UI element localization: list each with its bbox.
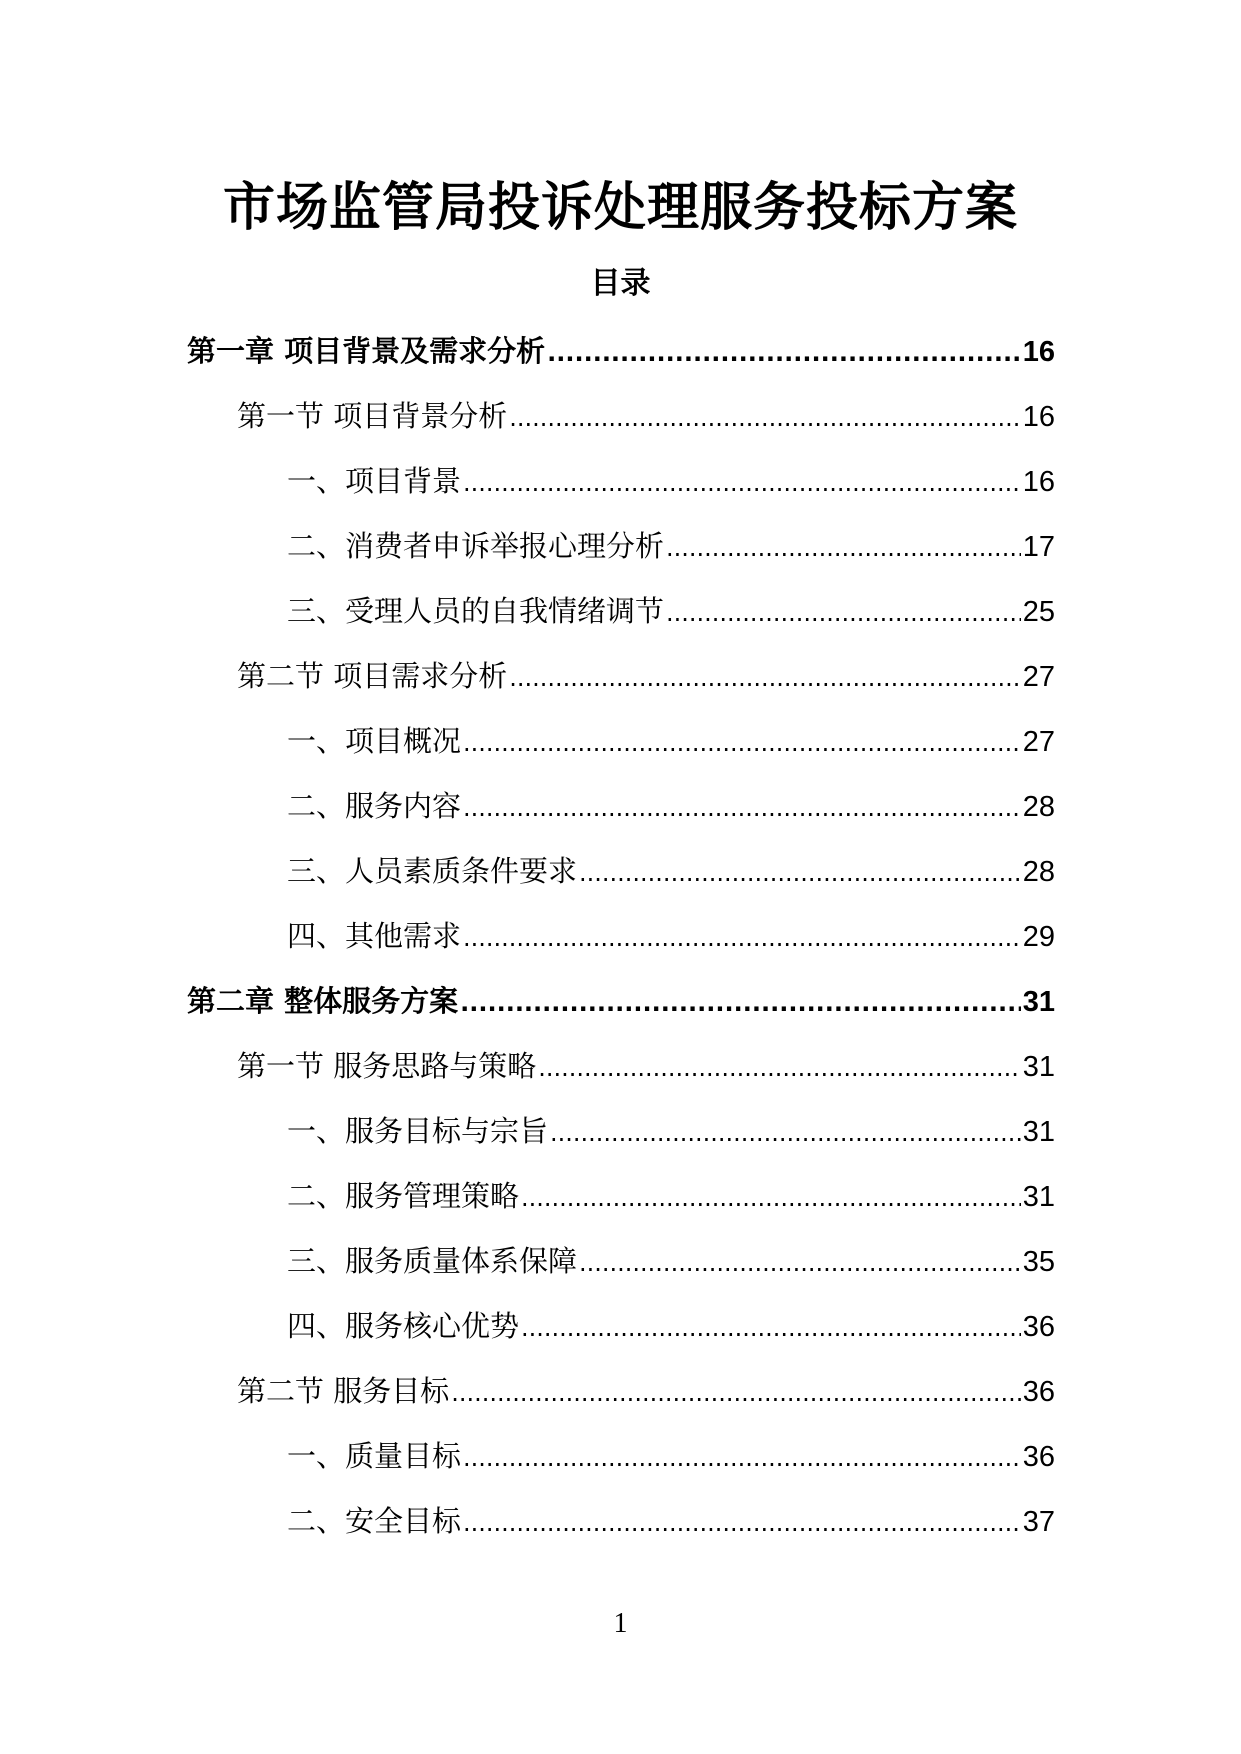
- toc-entry-title: 二、消费者申诉举报心理分析: [287, 529, 665, 563]
- toc-entry-title: 四、其他需求: [287, 919, 462, 953]
- toc-subsection-entry[interactable]: [0, 586, 1241, 651]
- toc-subsection-entry[interactable]: [0, 781, 1241, 846]
- toc-entry-page-number: 27: [1022, 726, 1055, 758]
- toc-entry-title: 三、人员素质条件要求: [287, 854, 578, 888]
- toc-dot-leader: [463, 783, 1021, 833]
- toc-entry-title: 第一节 项目背景分析: [237, 399, 508, 433]
- toc-entry-page-number: 31: [1022, 1116, 1055, 1148]
- toc-entry-page-number: 28: [1022, 856, 1055, 888]
- toc-subsection-entry[interactable]: [0, 521, 1241, 586]
- toc-entry-title: 一、项目背景: [287, 464, 462, 498]
- toc-entry-title: 一、质量目标: [287, 1439, 462, 1473]
- toc-entry-page-number: 31: [1022, 1181, 1055, 1213]
- toc-dot-leader: [521, 1173, 1021, 1223]
- toc-dot-leader: [463, 1433, 1021, 1483]
- toc-dot-leader: [509, 393, 1021, 443]
- toc-entry-title: 第一节 服务思路与策略: [237, 1049, 537, 1083]
- toc-subsection-entry[interactable]: [0, 1106, 1241, 1171]
- toc-dot-leader: [463, 913, 1021, 963]
- toc-dot-leader: [451, 1368, 1021, 1418]
- toc-dot-leader: [460, 978, 1021, 1028]
- toc-entry-title: 三、受理人员的自我情绪调节: [287, 594, 665, 628]
- toc-subsection-entry[interactable]: [0, 456, 1241, 521]
- table-of-contents: [0, 326, 1241, 1561]
- toc-entry-title: 一、项目概况: [287, 724, 462, 758]
- toc-dot-leader: [550, 1108, 1021, 1158]
- toc-subsection-entry[interactable]: [0, 911, 1241, 976]
- toc-dot-leader: [463, 1498, 1021, 1548]
- toc-subsection-entry[interactable]: [0, 1236, 1241, 1301]
- toc-entry-title: 第二章 整体服务方案: [187, 984, 459, 1018]
- toc-chapter-entry[interactable]: [0, 326, 1241, 391]
- toc-subsection-entry[interactable]: [0, 846, 1241, 911]
- toc-dot-leader: [538, 1043, 1021, 1093]
- toc-subsection-entry[interactable]: [0, 1301, 1241, 1366]
- toc-entry-title: 三、服务质量体系保障: [287, 1244, 578, 1278]
- toc-entry-page-number: 31: [1022, 1051, 1055, 1083]
- toc-entry-page-number: 25: [1022, 596, 1055, 628]
- toc-section-entry[interactable]: [0, 1366, 1241, 1431]
- toc-dot-leader: [509, 653, 1021, 703]
- toc-section-entry[interactable]: [0, 651, 1241, 716]
- toc-subsection-entry[interactable]: [0, 716, 1241, 781]
- toc-dot-leader: [463, 458, 1021, 508]
- toc-dot-leader: [547, 328, 1021, 378]
- toc-subsection-entry[interactable]: [0, 1431, 1241, 1496]
- toc-dot-leader: [521, 1303, 1021, 1353]
- toc-heading: 目录: [590, 266, 651, 301]
- toc-dot-leader: [579, 1238, 1021, 1288]
- toc-entry-page-number: 28: [1022, 791, 1055, 823]
- toc-entry-page-number: 27: [1022, 661, 1055, 693]
- toc-entry-page-number: 31: [1022, 986, 1055, 1018]
- toc-entry-title: 二、服务管理策略: [287, 1179, 520, 1213]
- toc-section-entry[interactable]: [0, 391, 1241, 456]
- toc-dot-leader: [463, 718, 1021, 768]
- toc-entry-title: 第二节 项目需求分析: [237, 659, 508, 693]
- toc-dot-leader: [579, 848, 1021, 898]
- toc-entry-page-number: 16: [1022, 466, 1055, 498]
- toc-entry-title: 四、服务核心优势: [287, 1309, 520, 1343]
- toc-section-entry[interactable]: [0, 1041, 1241, 1106]
- toc-subsection-entry[interactable]: [0, 1171, 1241, 1236]
- toc-dot-leader: [666, 588, 1021, 638]
- toc-entry-page-number: 36: [1022, 1311, 1055, 1343]
- toc-entry-page-number: 36: [1022, 1441, 1055, 1473]
- document-title: 市场监管局投诉处理服务投标方案: [222, 178, 1018, 238]
- toc-subsection-entry[interactable]: [0, 1496, 1241, 1561]
- toc-entry-title: 第一章 项目背景及需求分析: [187, 334, 546, 368]
- toc-entry-title: 二、服务内容: [287, 789, 462, 823]
- toc-entry-page-number: 29: [1022, 921, 1055, 953]
- page-number: 1: [613, 1608, 628, 1639]
- toc-entry-page-number: 35: [1022, 1246, 1055, 1278]
- toc-entry-title: 一、服务目标与宗旨: [287, 1114, 549, 1148]
- toc-entry-page-number: 37: [1022, 1506, 1055, 1538]
- toc-entry-title: 第二节 服务目标: [237, 1374, 450, 1408]
- toc-entry-page-number: 16: [1022, 401, 1055, 433]
- toc-entry-page-number: 36: [1022, 1376, 1055, 1408]
- toc-entry-title: 二、安全目标: [287, 1504, 462, 1538]
- toc-entry-page-number: 16: [1022, 336, 1055, 368]
- toc-entry-page-number: 17: [1022, 531, 1055, 563]
- toc-chapter-entry[interactable]: [0, 976, 1241, 1041]
- toc-dot-leader: [666, 523, 1021, 573]
